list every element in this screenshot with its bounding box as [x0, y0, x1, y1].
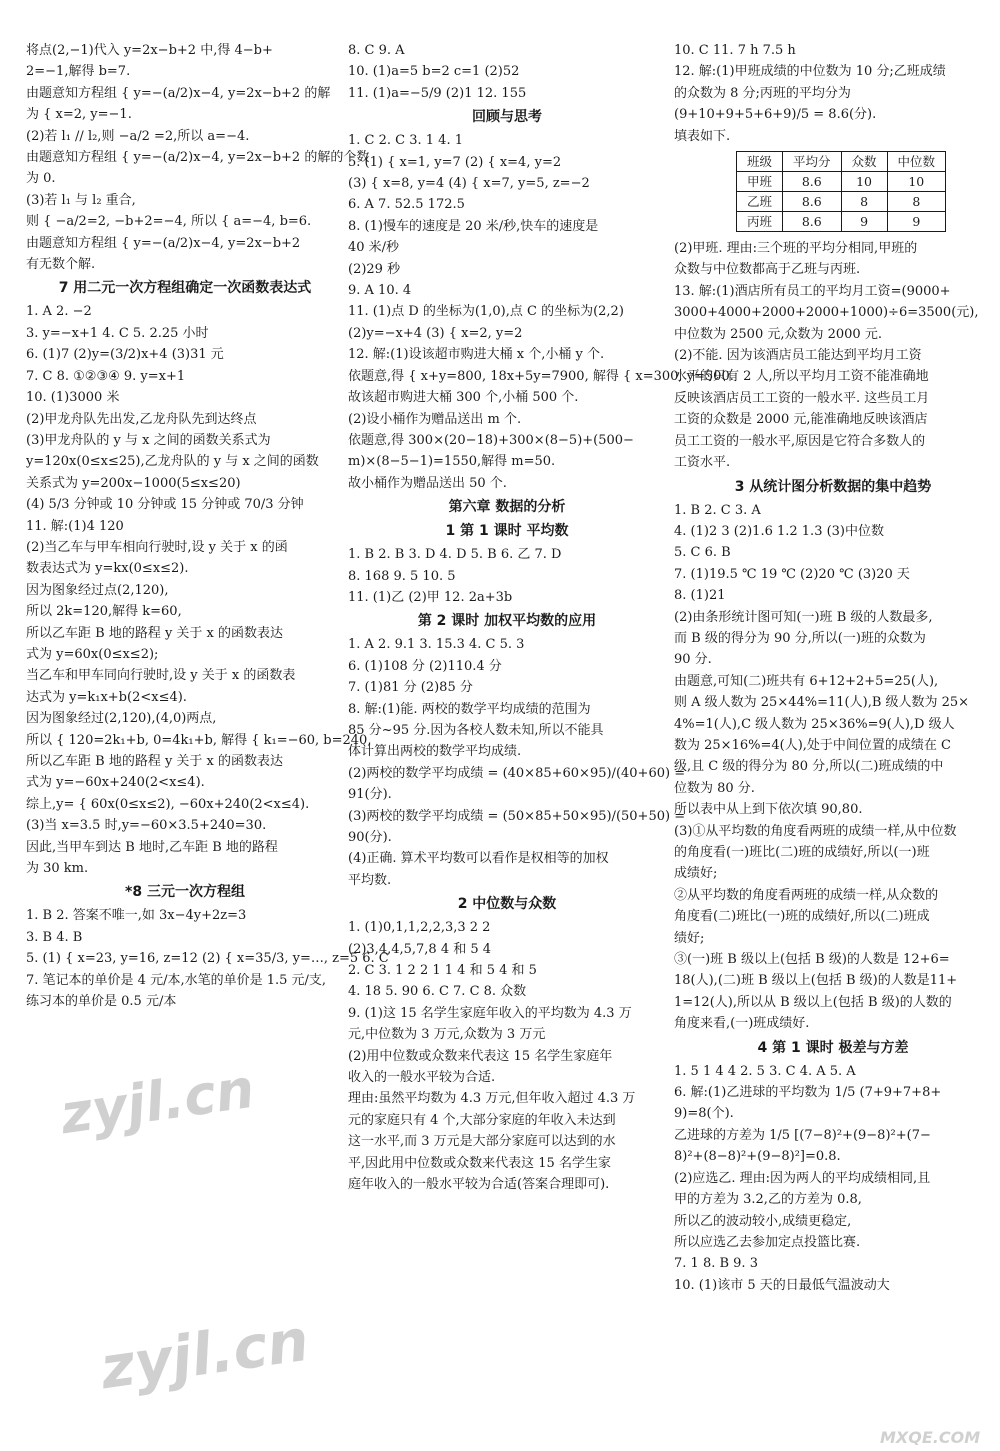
table-cell: 10: [887, 172, 946, 192]
answer-line: 因为图象经过(2,120),(4,0)两点,: [26, 711, 217, 727]
answer-line: 故小桶作为赠品送出 50 个.: [348, 475, 507, 491]
answer-line: 有无数个解.: [26, 257, 96, 273]
answer-line: 依题意,得 300×(20−18)+300×(8−5)+(500−: [348, 432, 634, 448]
answer-line: 4. 18 5. 90 6. C 7. C 8. 众数: [348, 984, 527, 1000]
answer-line: 1. (1)0,1,1,2,2,3,3 2 2: [348, 920, 491, 936]
answer-line: 1. B 2. C 3. A: [674, 502, 761, 518]
answer-line: (4)正确. 算术平均数可以看作是权相等的加权: [348, 851, 609, 867]
answer-line: 填表如下.: [674, 128, 731, 144]
answer-line: 所以应选乙去参加定点投篮比赛.: [674, 1234, 861, 1250]
watermark-logo: MXQE.COM: [880, 1428, 981, 1447]
answer-line: 则 { −a/2=2, −b+2=−4, 所以 { a=−4, b=6.: [26, 214, 312, 230]
answer-line: 7. (1)81 分 (2)85 分: [348, 680, 473, 696]
answer-line: (2)不能. 因为该酒店员工能达到平均月工资: [674, 348, 922, 364]
right-column-upper-block: [674, 40, 992, 147]
answer-line: 绩好;: [674, 930, 705, 946]
answer-line: ③(一)班 B 级以上(包括 B 级)的人数是 12+6=: [674, 952, 950, 968]
watermark-logo: zyjl.cn: [56, 1056, 259, 1147]
answer-line: 9. A 10. 4: [348, 283, 412, 299]
answer-line: 11. (1)乙 (2)甲 12. 2a+3b: [348, 589, 513, 605]
answer-line: 所以 { 120=2k₁+b, 0=4k₁+b, 解得 { k₁=−60, b=240,: [26, 732, 372, 748]
answer-line: 因为图象经过点(2,120),: [26, 582, 169, 598]
table-header-cell: 平均分: [783, 152, 842, 172]
answer-line: 90 分.: [674, 652, 712, 668]
answer-line: 1. A 2. −2: [26, 304, 92, 320]
answer-line: 11. (1)点 D 的坐标为(1,0),点 C 的坐标为(2,2): [348, 304, 624, 320]
answer-line: (2)由条形统计图可知(一)班 B 级的人数最多,: [674, 609, 933, 625]
answer-line: (3)甲龙舟队的 y 与 x 之间的函数关系式为: [26, 432, 271, 448]
answer-line: 位数为 80 分.: [674, 780, 755, 796]
section-heading: *8 三元一次方程组: [125, 884, 245, 901]
section-heading: 第 2 课时 加权平均数的应用: [417, 613, 597, 630]
table-cell: 9: [841, 212, 887, 232]
answer-line: (3)若 l₁ 与 l₂ 重合,: [26, 192, 136, 208]
answer-line: (2)29 秒: [348, 261, 401, 277]
answer-line: 所以 2k=120,解得 k=60,: [26, 604, 182, 620]
answer-line: 12. 解:(1)设该超市购进大桶 x 个,小桶 y 个.: [348, 347, 605, 363]
answer-line: 由题意知方程组 { y=−(a/2)x−4, y=2x−b+2 的解: [26, 85, 331, 101]
answer-line: (2)甲龙舟队先出发,乙龙舟队先到达终点: [26, 411, 257, 427]
answer-line: 91(分).: [348, 787, 392, 803]
answer-line: 5. C 6. B: [674, 545, 731, 561]
section-heading: 1 第 1 课时 平均数: [445, 523, 569, 540]
answer-line: 而 B 级的得分为 90 分,所以(一)班的众数为: [674, 630, 926, 646]
answer-line: 9. (1)这 15 名学生家庭年收入的平均数为 4.3 万: [348, 1005, 632, 1021]
answer-line: 11. (1)a=−5/9 (2)1 12. 155: [348, 85, 527, 101]
answer-line: 4. (1)2 3 (2)1.6 1.2 1.3 (3)中位数: [674, 523, 885, 539]
answer-line: 理由:虽然平均数为 4.3 万元,但年收入超过 4.3 万: [348, 1091, 636, 1107]
answer-line: 数为 25×16%=4(人),处于中间位置的成绩在 C: [674, 737, 951, 753]
answer-line: 这一水平,而 3 万元是大部分家庭可以达到的水: [348, 1134, 616, 1150]
table-cell: 8.6: [783, 212, 842, 232]
answer-line: 6. (1)108 分 (2)110.4 分: [348, 658, 502, 674]
answer-line: 中位数为 2500 元,众数为 2000 元.: [674, 326, 882, 342]
section-heading: 4 第 1 课时 极差与方差: [757, 1039, 909, 1056]
answer-line: 元的家庭只有 4 个,大部分家庭的年收入未达到: [348, 1112, 616, 1128]
answer-line: 乙进球的方差为 1/5 [(7−8)²+(9−8)²+(7−: [674, 1127, 931, 1143]
answer-line: 1. 5 1 4 4 2. 5 3. C 4. A 5. A: [674, 1063, 856, 1079]
answer-line: (2)若 l₁ // l₂,则 −a/2 =2,所以 a=−4.: [26, 128, 250, 144]
answer-line: 3. y=−x+1 4. C 5. 2.25 小时: [26, 325, 209, 341]
answer-line: 平,因此用中位数或众数来代表这 15 名学生家: [348, 1155, 611, 1171]
answer-line: 体计算出两校的数学平均成绩.: [348, 744, 522, 760]
table-cell: 8.6: [783, 192, 842, 212]
answer-line: 6. 解:(1)乙进球的平均数为 1/5 (7+9+7+8+: [674, 1085, 942, 1101]
answer-line: (4) 5/3 分钟或 10 分钟或 15 分钟或 70/3 分钟: [26, 497, 304, 513]
section-heading: 3 从统计图分析数据的集中趋势: [734, 478, 932, 495]
answer-line: (3)①从平均数的角度看两班的成绩一样,从中位数: [674, 823, 957, 839]
answer-line: 所以乙车距 B 地的路程 y 关于 x 的函数表达: [26, 754, 284, 769]
answer-line: (2)甲班. 理由:三个班的平均分相同,甲班的: [674, 241, 918, 257]
answer-line: 8. (1)21: [674, 588, 726, 604]
answer-line: 所以乙的波动较小,成绩更稳定,: [674, 1213, 852, 1229]
answer-line: 4%=1(人),C 级人数为 25×36%=9(人),D 级人: [674, 716, 955, 732]
answer-line: 为 { x=2, y=−1.: [26, 107, 132, 123]
answer-line: 8. 168 9. 5 10. 5: [348, 568, 456, 584]
answer-line: 角度来看,(一)班成绩好.: [674, 1016, 810, 1032]
answer-line: 关系式为 y=200x−1000(5≤x≤20): [26, 475, 241, 491]
answer-line: 13. 解:(1)酒店所有员工的平均月工资=(9000+: [674, 283, 951, 299]
class-score-table: [736, 151, 946, 232]
answer-line: 为 30 km.: [26, 861, 89, 877]
answer-line: 达式为 y=k₁x+b(2<x≤4).: [26, 689, 187, 705]
table-cell: 10: [841, 172, 887, 192]
answer-line: 故该超市购进大桶 300 个,小桶 500 个.: [348, 390, 579, 406]
table-cell: 丙班: [737, 212, 783, 232]
answer-line: 为 0.: [26, 171, 56, 187]
answer-line: 角度看(二)班比(一)班的成绩好,所以(二)班成: [674, 909, 930, 925]
answer-line: 7. 笔记本的单价是 4 元/本,水笔的单价是 1.5 元/支,: [26, 972, 327, 988]
table-cell: 8: [887, 192, 946, 212]
answer-line: 10. (1)3000 米: [26, 390, 120, 406]
watermark-logo: zyjl.cn: [96, 1305, 313, 1403]
section-heading: 回顾与思考: [472, 109, 542, 126]
answer-line: 1. B 2. B 3. D 4. D 5. B 6. 乙 7. D: [348, 547, 562, 563]
answer-line: 40 米/秒: [348, 240, 400, 256]
table-cell: 8.6: [783, 172, 842, 192]
answer-line: 5. (1) { x=23, y=16, z=12 (2) { x=35/3, y=…, z=5 6. C: [26, 951, 389, 967]
answer-line: 则 A 级人数为 25×44%=11(人),B 级人数为 25×: [674, 695, 970, 711]
answer-line: 元,中位数为 3 万元,众数为 3 万元: [348, 1027, 546, 1043]
answer-line: ②从平均数的角度看两班的成绩一样,从众数的: [674, 887, 939, 903]
answer-line: 9)=8(个).: [674, 1106, 734, 1122]
answer-line: 7. (1)19.5 ℃ 19 ℃ (2)20 ℃ (3)20 天: [674, 566, 910, 582]
answer-line: (3)当 x=3.5 时,y=−60×3.5+240=30.: [26, 818, 267, 834]
answer-line: 的众数为 8 分;丙班的平均分为: [674, 85, 851, 101]
answer-line: 11. 解:(1)4 120: [26, 518, 124, 534]
answer-line: 所以乙车距 B 地的路程 y 关于 x 的函数表达: [26, 625, 284, 641]
answer-line: 6. (1)7 (2)y=(3/2)x+4 (3)31 元: [26, 347, 224, 363]
answer-line: 7. 1 8. B 9. 3: [674, 1256, 758, 1272]
answer-line: 5. (1) { x=1, y=7 (2) { x=4, y=2: [348, 154, 562, 170]
answer-line: 由题意知方程组 { y=−(a/2)x−4, y=2x−b+2 的解的个数: [26, 150, 370, 166]
section-heading: 第六章 数据的分析: [448, 499, 566, 516]
answer-line: 级,且 C 级的得分为 80 分,所以(二)班成绩的中: [674, 759, 944, 775]
answer-line: 1=12(人),所以从 B 级以上(包括 B 级)的人数的: [674, 994, 952, 1010]
table-row: [737, 212, 946, 232]
answer-line: 的角度看(一)班比(二)班的成绩好,所以(一)班: [674, 845, 930, 860]
section-heading: 2 中位数与众数: [457, 896, 557, 913]
answer-line: 2. C 3. 1 2 2 1 1 4 和 5 4 和 5: [348, 963, 537, 979]
answer-line: 8)²+(8−8)²+(9−8)²]=0.8.: [674, 1149, 841, 1165]
answer-line: 数表达式为 y=kx(0≤x≤2).: [26, 561, 189, 577]
table-header-cell: 中位数: [887, 152, 946, 172]
answer-line: (2)两校的数学平均成绩 = (40×85+60×95)/(40+60) =: [348, 765, 686, 781]
answer-line: (2)y=−x+4 (3) { x=2, y=2: [348, 325, 523, 341]
answer-line: 员工工资的一般水平,原因是它符合多数人的: [674, 433, 926, 449]
answer-line: 成绩好;: [674, 866, 718, 882]
answer-line: 反映该酒店员工工资的一般水平. 这些员工月: [674, 390, 930, 406]
answer-line: 平均数.: [348, 872, 392, 888]
answer-line: y=120x(0≤x≤25),乙龙舟队的 y 与 x 之间的函数: [26, 454, 319, 470]
answer-line: 1. C 2. C 3. 1 4. 1: [348, 133, 463, 149]
answer-line: 将点(2,−1)代入 y=2x−b+2 中,得 4−b+: [26, 43, 273, 58]
answer-line: 8. (1)慢车的速度是 20 米/秒,快车的速度是: [348, 218, 599, 234]
answer-line: 90(分).: [348, 830, 392, 845]
answer-line: 甲的方差为 3.2,乙的方差为 0.8,: [674, 1192, 862, 1208]
answer-line: 式为 y=60x(0≤x≤2);: [26, 646, 159, 662]
table-header-cell: 班级: [737, 152, 783, 172]
answer-line: 10. (1)该市 5 天的日最低气温波动大: [674, 1277, 890, 1293]
answer-line: 2=−1,解得 b=7.: [26, 64, 131, 80]
answer-line: 工资水平.: [674, 455, 731, 471]
answer-line: 85 分~95 分.因为各校人数未知,所以不能具: [348, 722, 604, 738]
answer-line: 综上,y= { 60x(0≤x≤2), −60x+240(2<x≤4).: [26, 796, 310, 812]
answer-line: 10. (1)a=5 b=2 c=1 (2)52: [348, 64, 520, 80]
answer-line: 水平的只有 2 人,所以平均月工资不能准确地: [674, 369, 929, 385]
table-cell: 9: [887, 212, 946, 232]
table-cell: 乙班: [737, 192, 783, 212]
answer-line: 18(人),(二)班 B 级以上(包括 B 级)的人数是11+: [674, 973, 958, 989]
right-column-lower-block: [674, 238, 992, 1296]
answer-line: 10. C 11. 7 h 7.5 h: [674, 43, 796, 58]
answer-line: (2)设小桶作为赠品送出 m 个.: [348, 411, 522, 427]
answer-line: 庭年收入的一般水平较为合适(答案合理即可).: [348, 1177, 610, 1193]
table-cell: 8: [841, 192, 887, 212]
answer-line: 练习本的单价是 0.5 元/本: [26, 994, 177, 1010]
answer-line: 1. A 2. 9.1 3. 15.3 4. C 5. 3: [348, 637, 525, 653]
answer-line: 因此,当甲车到达 B 地时,乙车距 B 地的路程: [26, 839, 278, 855]
answer-column-right: [674, 40, 992, 1296]
answer-line: 6. A 7. 52.5 172.5: [348, 197, 465, 213]
table-row: [737, 172, 946, 192]
answer-line: 式为 y=−60x+240(2<x≤4).: [26, 775, 205, 791]
answer-line: (3)两校的数学平均成绩 = (50×85+50×95)/(50+50) =: [348, 808, 686, 824]
table-row: [737, 192, 946, 212]
answer-line: (2)3,4,4,5,7,8 4 和 5 4: [348, 941, 492, 957]
answer-line: 7. C 8. ①②③④ 9. y=x+1: [26, 368, 186, 384]
answer-line: 1. B 2. 答案不唯一,如 3x−4y+2z=3: [26, 908, 247, 924]
answer-line: 由题意,可知(二)班共有 6+12+2+5=25(人),: [674, 673, 939, 689]
answer-line: 3000+4000+2000+2000+1000)÷6=3500(元),: [674, 305, 979, 321]
answer-line: (9+10+9+5+6+9)/5 = 8.6(分).: [674, 107, 877, 123]
answer-line: 收入的一般水平较为合适.: [348, 1070, 496, 1086]
answer-line: 工资的众数是 2000 元,能准确地反映该酒店: [674, 412, 928, 428]
answer-line: 依题意,得 { x+y=800, 18x+5y=7900, 解得 { x=300, y=500.: [348, 368, 734, 384]
answer-line: (2)当乙车与甲车相向行驶时,设 y 关于 x 的函: [26, 539, 288, 555]
answer-line: 由题意知方程组 { y=−(a/2)x−4, y=2x−b+2: [26, 235, 301, 251]
answer-line: (2)用中位数或众数来代表这 15 名学生家庭年: [348, 1048, 613, 1064]
answer-line: 3. B 4. B: [26, 929, 83, 945]
answer-line: 众数与中位数都高于乙班与丙班.: [674, 262, 861, 278]
answer-line: (2)应选乙. 理由:因为两人的平均成绩相同,且: [674, 1170, 931, 1186]
table-header-cell: 众数: [841, 152, 887, 172]
answer-line: 8. C 9. A: [348, 43, 405, 58]
answer-line: m)×(8−5−1)=1550,解得 m=50.: [348, 454, 556, 470]
answer-line: 12. 解:(1)甲班成绩的中位数为 10 分;乙班成绩: [674, 64, 946, 80]
answer-line: 8. 解:(1)能. 两校的数学平均成绩的范围为: [348, 701, 591, 717]
answer-line: (3) { x=8, y=4 (4) { x=7, y=5, z=−2: [348, 176, 590, 192]
answer-line: 所以表中从上到下依次填 90,80.: [674, 802, 863, 818]
table-cell: 甲班: [737, 172, 783, 192]
answer-line: 当乙车和甲车同向行驶时,设 y 关于 x 的函数表: [26, 668, 296, 684]
table-header-row: [737, 152, 946, 172]
section-heading: 7 用二元一次方程组确定一次函数表达式: [58, 280, 312, 297]
